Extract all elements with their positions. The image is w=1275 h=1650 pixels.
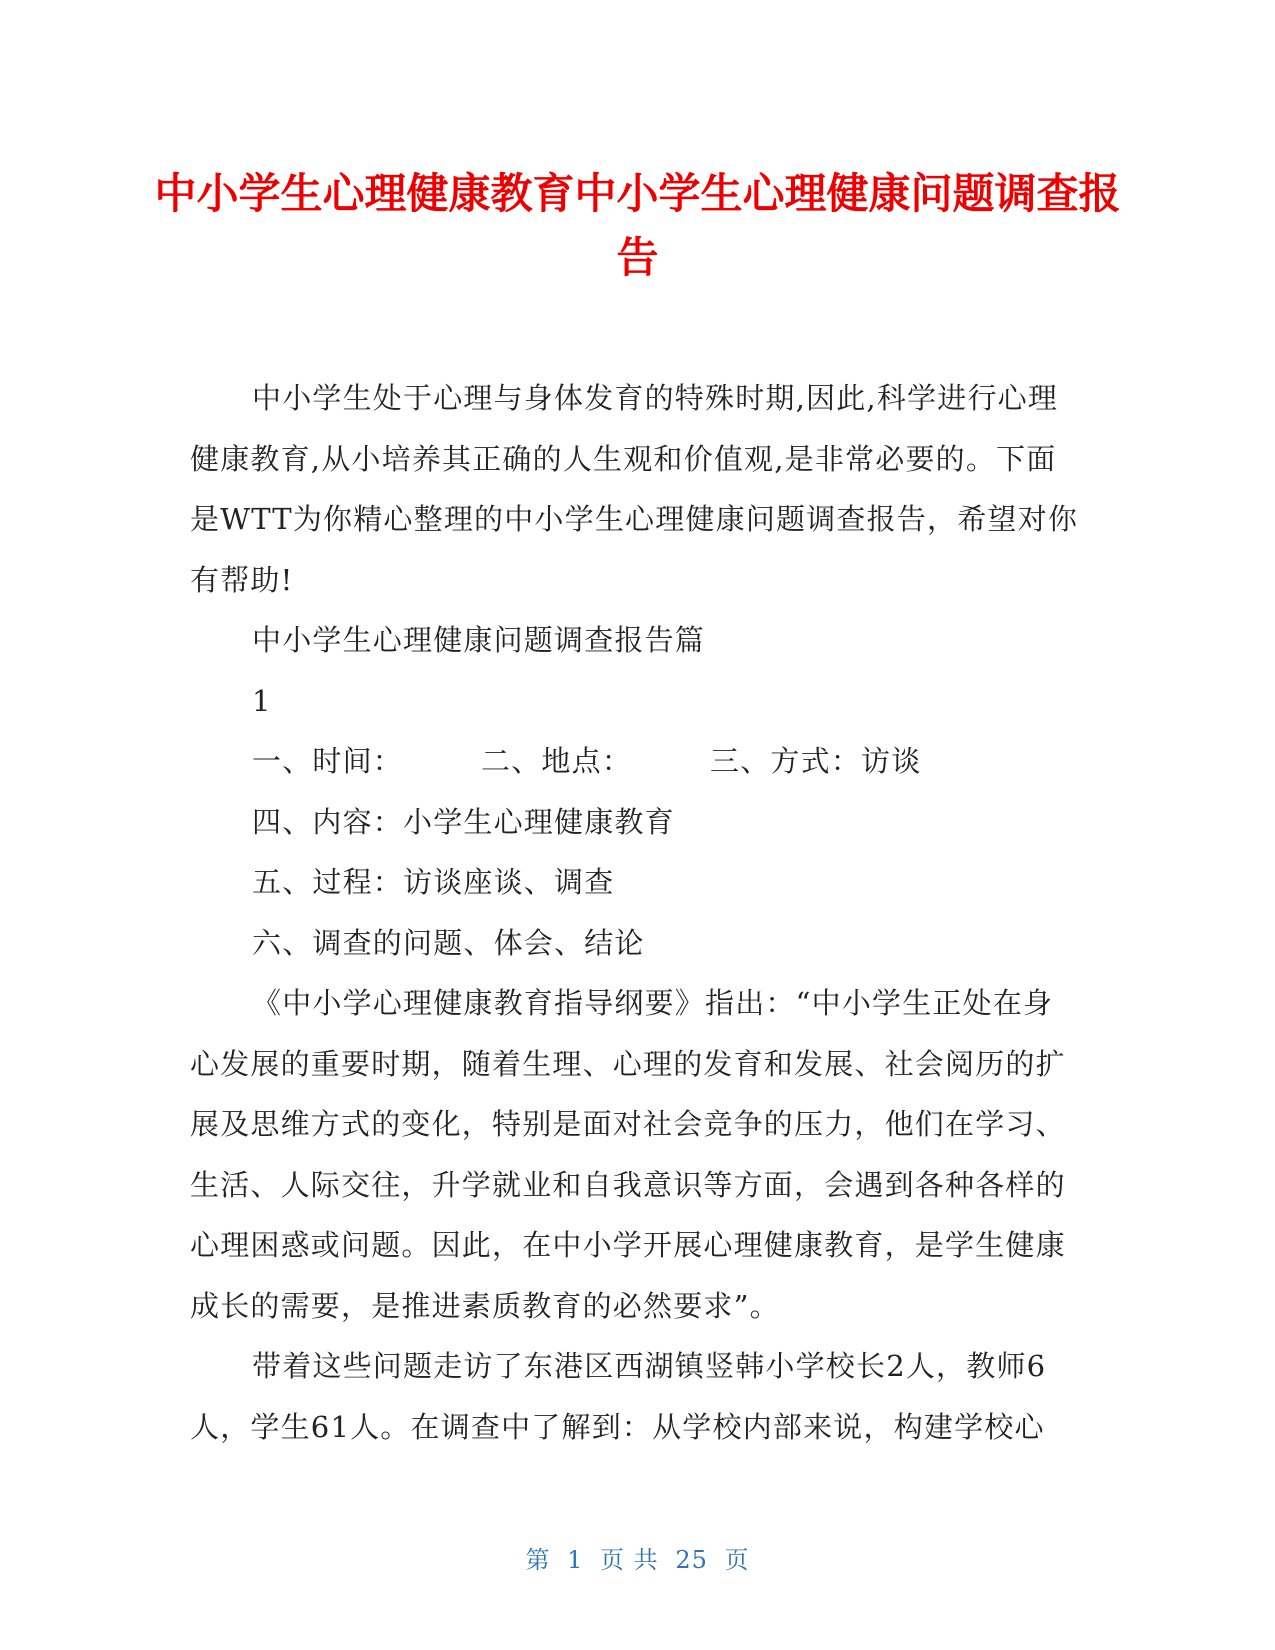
- info-time: 一、时间：: [252, 744, 404, 778]
- info-content: 四、内容：小学生心理健康教育: [252, 804, 675, 839]
- footer-suffix: 页: [724, 1546, 750, 1574]
- section-number: 1: [252, 683, 272, 718]
- visit-paragraph: 带着这些问题走访了东港区西湖镇竖韩小学校长2人，教师6人，学生61人。在调查中了解到：从学校内部来说，构建学校心: [190, 1349, 1047, 1444]
- info-issues: 六、调查的问题、体会、结论: [252, 925, 645, 960]
- info-place: 二、地点：: [481, 744, 633, 778]
- quote-paragraph: 《中小学心理健康教育指导纲要》指出：“中小学生正处在身心发展的重要时期，随着生理、心理的发育和发展、社会阅历的扩展及思维方式的变化，特别是面对社会竞争的压力，他们在学习、生活、人际交往，升学就业和自我意识等方面，会遇到各种各样的心理困惑或问题。因此，在中小学开展心理健康教育，是学生健康成长的需要，是推进素质教育的必然要求”。: [190, 986, 1066, 1323]
- info-row: [190, 731, 1080, 792]
- page-footer: [0, 1540, 1275, 1575]
- intro-paragraph: 中小学生处于心理与身体发育的特殊时期,因此,科学进行心理健康教育,从小培养其正确的人生观和价值观,是非常必要的。下面是WTT为你精心整理的中小学生心理健康问题调查报告，希望对你有帮助!: [190, 381, 1079, 597]
- footer-total-pages: 25: [675, 1546, 708, 1574]
- document-title: 中小学生心理健康教育中小学生心理健康问题调查报告: [154, 169, 1121, 282]
- footer-prefix: 第: [525, 1546, 551, 1574]
- info-process: 五、过程：访谈座谈、调查: [252, 865, 615, 899]
- footer-middle: 页 共: [600, 1546, 659, 1574]
- document-body: [190, 368, 1080, 1457]
- info-method: 三、方式：访谈: [710, 744, 922, 778]
- section-heading: 中小学生心理健康问题调查报告篇: [252, 623, 706, 657]
- footer-current-page: 1: [567, 1546, 584, 1574]
